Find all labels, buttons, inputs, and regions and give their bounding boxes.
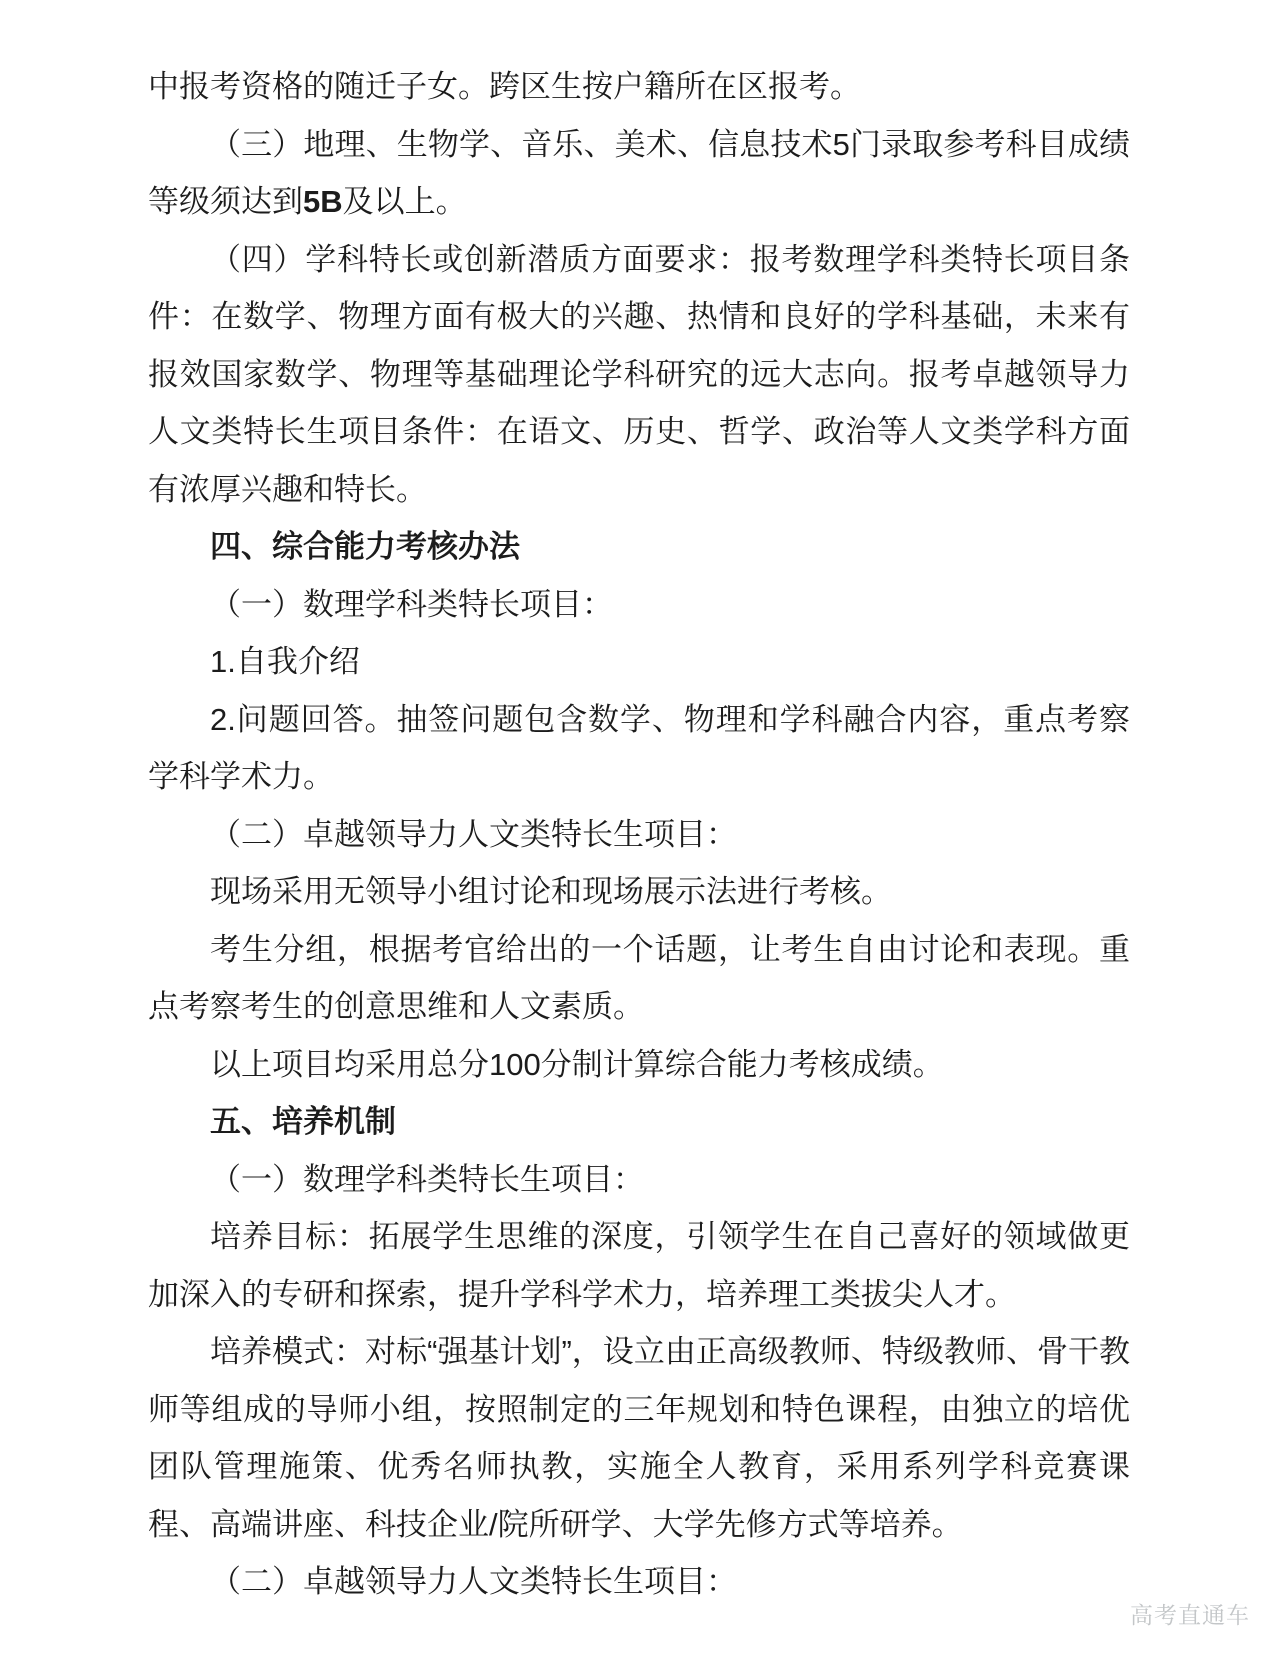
text-run: （一）数理学科类特长生项目：	[210, 1161, 644, 1197]
paragraph	[148, 1208, 1130, 1323]
text-run: （三）地理、生物学、音乐、美术、信息技术5门录取参考科目成绩等级须达到	[148, 126, 1130, 219]
paragraph	[148, 806, 1130, 864]
text-run: （二）卓越领导力人文类特长生项目：	[210, 816, 737, 852]
paragraph	[148, 116, 1130, 231]
text-run: （二）卓越领导力人文类特长生项目：	[210, 1564, 737, 1599]
paragraph	[148, 58, 1130, 116]
text-run: 五、培养机制	[210, 1104, 396, 1139]
paragraph	[148, 1036, 1130, 1094]
text-run: 培养模式：对标“强基计划”，设立由正高级教师、特级教师、骨干教师等组成的导师小组，按照制定的三年规划和特色课程，由独立的培优团队管理施策、优秀名师执教，实施全人教育，采用系列学科竞赛课程、高端讲座、科技企业/院所研学、大学先修方式等培养。	[148, 1334, 1130, 1542]
text-run: （四）学科特长或创新潜质方面要求：报考数理学科类特长项目条件：在数学、物理方面有极大的兴趣、热情和良好的学科基础，未来有报效国家数学、物理等基础理论学科研究的远大志向。报考卓越领导力人文类特长生项目条件：在语文、历史、哲学、政治等人文类学科方面有浓厚兴趣和特长。	[148, 241, 1130, 507]
text-run: 培养目标：拓展学生思维的深度，引领学生在自己喜好的领域做更加深入的专研和探索，提升学科学术力，培养理工类拔尖人才。	[148, 1219, 1130, 1312]
paragraph	[148, 1151, 1130, 1209]
text-run: 1.自我介绍	[210, 644, 360, 679]
paragraph	[148, 1553, 1130, 1611]
watermark: 高考直通车	[1130, 1601, 1250, 1628]
section-heading	[148, 518, 1130, 576]
section-heading	[148, 1093, 1130, 1151]
text-run: 四、综合能力考核办法	[210, 529, 520, 564]
text-run: 现场采用无领导小组讨论和现场展示法进行考核。	[210, 874, 892, 909]
text-run: 5B	[303, 184, 343, 219]
text-run: 及以上。	[342, 184, 467, 219]
text-run: 2.问题回答。抽签问题包含数学、物理和学科融合内容，重点考察学科学术力。	[148, 701, 1130, 794]
paragraph	[148, 691, 1130, 806]
paragraph	[148, 921, 1130, 1036]
text-run: （一）数理学科类特长项目：	[210, 586, 613, 622]
text-run: 考生分组，根据考官给出的一个话题，让考生自由讨论和表现。重点考察考生的创意思维和人文素质。	[148, 931, 1130, 1024]
paragraph	[148, 576, 1130, 634]
paragraph	[148, 863, 1130, 921]
text-run: 中报考资格的随迁子女。跨区生按户籍所在区报考。	[148, 69, 861, 104]
document-body	[148, 58, 1130, 1611]
paragraph	[148, 231, 1130, 519]
paragraph	[148, 633, 1130, 691]
text-run: 以上项目均采用总分100分制计算综合能力考核成绩。	[210, 1046, 944, 1082]
paragraph	[148, 1323, 1130, 1553]
